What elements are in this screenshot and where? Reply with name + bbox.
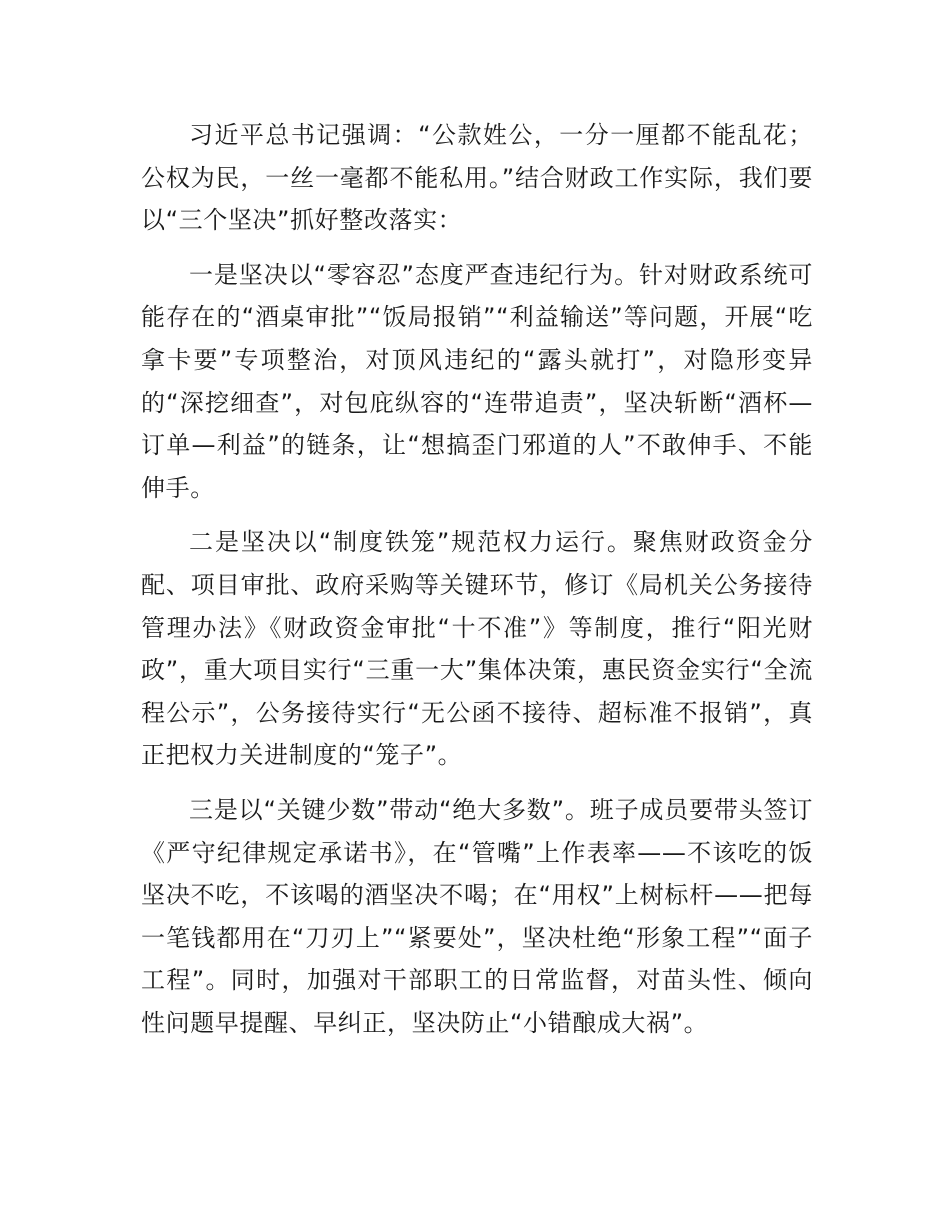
paragraph-intro: 习近平总书记强调：“公款姓公，一分一厘都不能乱花；公权为民，一丝一毫都不能私用。”结合财政工作实际，我们要以“三个坚决”抓好整改落实： [141, 121, 813, 235]
paragraph-point-three: 三是以“关键少数”带动“绝大多数”。班子成员要带头签订《严守纪律规定承诺书》，在“管嘴”上作表率——不该吃的饭坚决不吃，不该喝的酒坚决不喝；在“用权”上树标杆——把每一笔钱都用在“刀刃上”“紧要处”，坚决杜绝“形象工程”“面子工程”。同时，加强对干部职工的日常监督，对苗头性、倾向性问题早提醒、早纠正，坚决防止“小错酿成大祸”。 [141, 795, 813, 1037]
document-body [141, 114, 813, 1056]
paragraph-point-two: 二是坚决以“制度铁笼”规范权力运行。聚焦财政资金分配、项目审批、政府采购等关键环节，修订《局机关公务接待管理办法》《财政资金审批“十不准”》等制度，推行“阳光财政”，重大项目实行“三重一大”集体决策，惠民资金实行“全流程公示”，公务接待实行“无公函不接待、超标准不报销”，真正把权力关进制度的“笼子”。 [141, 528, 813, 770]
paragraph-point-one: 一是坚决以“零容忍”态度严查违纪行为。针对财政系统可能存在的“酒桌审批”“饭局报销”“利益输送”等问题，开展“吃拿卡要”专项整治，对顶风违纪的“露头就打”，对隐形变异的“深挖细查”，对包庇纵容的“连带追责”，坚决斩断“酒杯—订单—利益”的链条，让“想搞歪门邪道的人”不敢伸手、不能伸手。 [141, 260, 813, 502]
